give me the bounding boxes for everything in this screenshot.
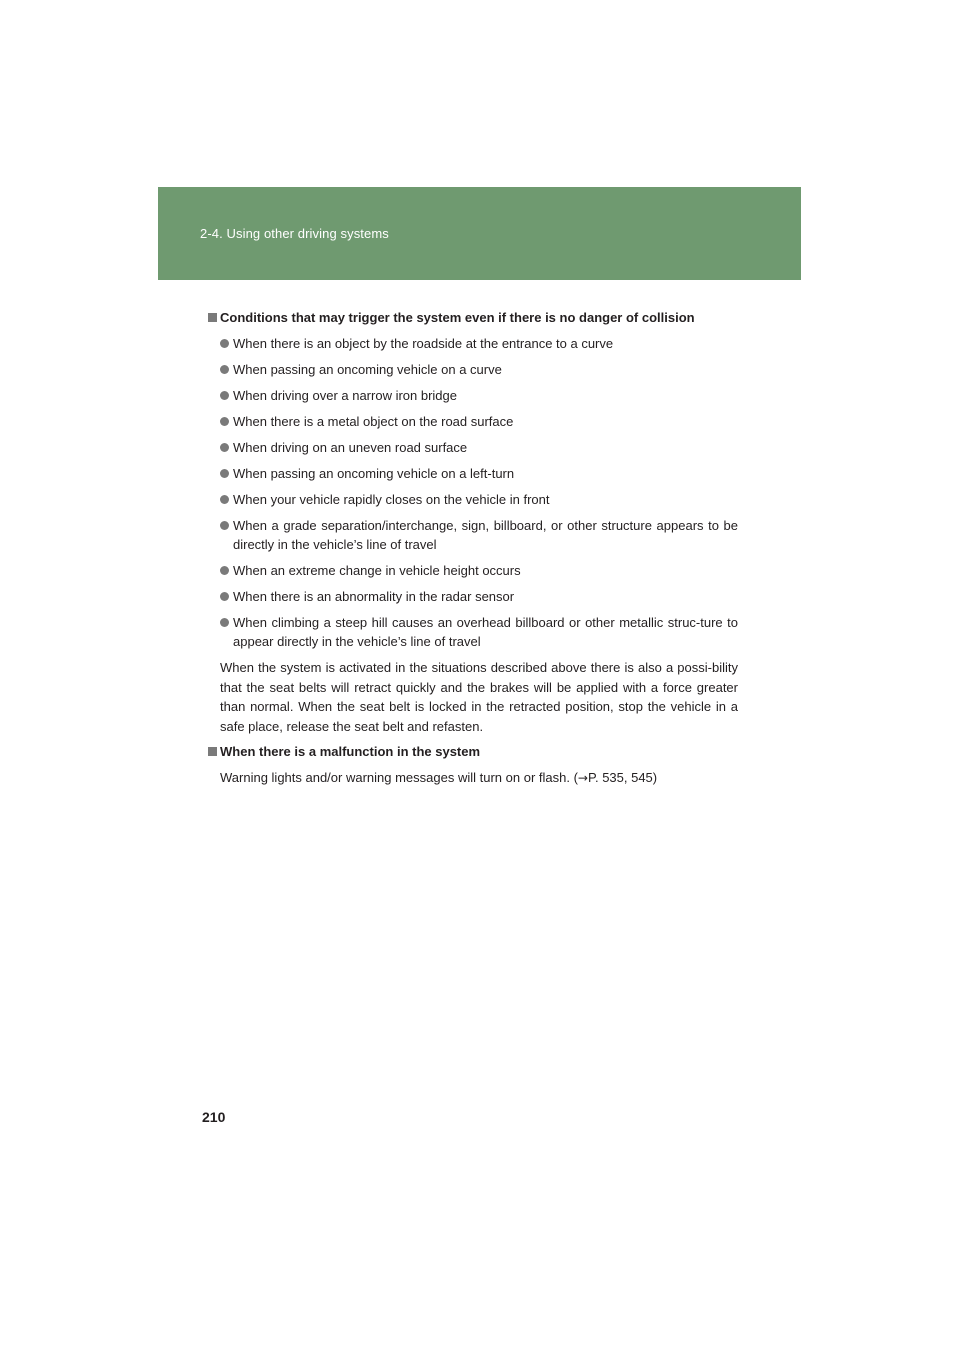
list-item bbox=[220, 613, 738, 651]
round-bullet-icon bbox=[220, 495, 229, 504]
malfunction-text: Warning lights and/or warning messages will turn on or flash. ( bbox=[220, 770, 578, 785]
list-item-text: When climbing a steep hill causes an overhead billboard or other metallic struc-ture to appear directly in the vehicle’s line of travel bbox=[233, 615, 738, 649]
round-bullet-icon bbox=[220, 443, 229, 452]
list-item bbox=[220, 490, 738, 509]
list-item-text: When your vehicle rapidly closes on the vehicle in front bbox=[233, 492, 550, 507]
section-heading-text: When there is a malfunction in the system bbox=[220, 744, 481, 759]
page-content bbox=[208, 308, 738, 795]
round-bullet-icon bbox=[220, 592, 229, 601]
list-item-text: When driving over a narrow iron bridge bbox=[233, 388, 457, 403]
round-bullet-icon bbox=[220, 618, 229, 627]
round-bullet-icon bbox=[220, 365, 229, 374]
list-item bbox=[220, 516, 738, 554]
list-item-text: When an extreme change in vehicle height occurs bbox=[233, 563, 521, 578]
activation-note-paragraph: When the system is activated in the situations described above there is also a possi-bility that the seat belts will retract quickly and the brakes will be applied with a force greater than normal. When the seat belt is locked in the retracted position, stop the vehicle in a safe place, release the seat belt and refasten. bbox=[220, 660, 738, 734]
arrow-right-icon: → bbox=[577, 771, 588, 785]
section-header-band bbox=[158, 187, 801, 280]
round-bullet-icon bbox=[220, 339, 229, 348]
square-bullet-icon bbox=[208, 313, 217, 322]
list-item-text: When driving on an uneven road surface bbox=[233, 440, 468, 455]
conditions-list bbox=[220, 334, 738, 651]
list-item bbox=[220, 561, 738, 580]
section-header-title: 2-4. Using other driving systems bbox=[200, 226, 389, 241]
list-item bbox=[220, 412, 738, 431]
section-heading-malfunction bbox=[208, 742, 738, 762]
round-bullet-icon bbox=[220, 417, 229, 426]
round-bullet-icon bbox=[220, 469, 229, 478]
list-item-text: When passing an oncoming vehicle on a curve bbox=[233, 362, 502, 377]
round-bullet-icon bbox=[220, 521, 229, 530]
page-number: 210 bbox=[202, 1109, 226, 1125]
list-item-text: When there is an object by the roadside at the entrance to a curve bbox=[233, 336, 614, 351]
list-item-text: When passing an oncoming vehicle on a left-turn bbox=[233, 466, 515, 481]
list-item-text: When a grade separation/interchange, sign, billboard, or other structure appears to be directly in the vehicle’s line of travel bbox=[233, 518, 738, 552]
square-bullet-icon bbox=[208, 747, 217, 756]
section-heading-conditions bbox=[208, 308, 738, 328]
page-reference-link[interactable]: P. 535, 545) bbox=[587, 770, 658, 785]
section-heading-text: Conditions that may trigger the system even if there is no danger of collision bbox=[220, 310, 695, 325]
round-bullet-icon bbox=[220, 566, 229, 575]
list-item bbox=[220, 587, 738, 606]
list-item bbox=[220, 464, 738, 483]
list-item-text: When there is a metal object on the road surface bbox=[233, 414, 514, 429]
list-item-text: When there is an abnormality in the radar sensor bbox=[233, 589, 515, 604]
list-item bbox=[220, 386, 738, 405]
list-item bbox=[220, 360, 738, 379]
list-item bbox=[220, 334, 738, 353]
malfunction-paragraph bbox=[220, 768, 738, 789]
list-item bbox=[220, 438, 738, 457]
round-bullet-icon bbox=[220, 391, 229, 400]
